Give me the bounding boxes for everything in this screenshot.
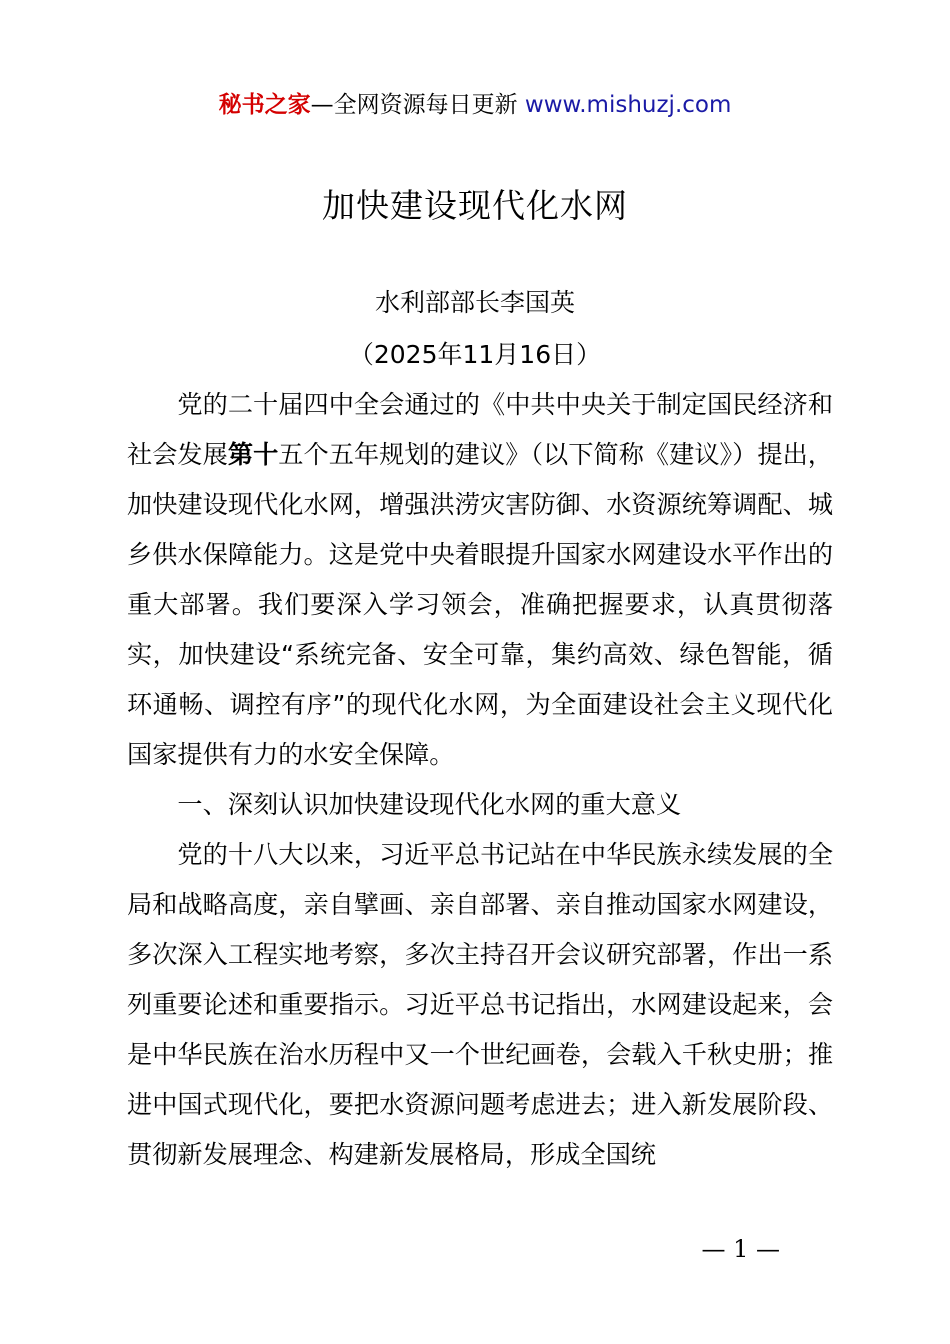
page-number: — 1 — [701, 1235, 780, 1263]
document-title: 加快建设现代化水网 [322, 186, 628, 225]
site-url-link[interactable]: www.mishuzj.com [524, 92, 732, 118]
site-brand: 秘书之家 [218, 92, 311, 118]
document-author: 水利部部长李国英 [374, 288, 575, 317]
section-heading-1: 一、深刻认识加快建设现代化水网的重大意义 [177, 790, 682, 819]
paragraph-section-1: 党的十八大以来，习近平总书记站在中华民族永续发展的全局和战略高度，亲自擘画、亲自部署、亲自推动国家水网建设，多次深入工程实地考察，多次主持召开会议研究部署，作出一系列重要论述和重要指示。习近平总书记指出，水网建设起来，会是中华民族在治水历程中又一个世纪画卷，会载入千秋史册；推进中国式现代化，要把水资源问题考虑进去；进入新发展阶段、贯彻新发展理念、构建新发展格局，形成全国统 [127, 840, 833, 1169]
site-tagline: —全网资源每日更新 [310, 92, 525, 118]
document-date: （2025年11月16日） [348, 340, 602, 369]
paragraph-intro-text-b: 五个五年规划的建议》（以下简称《建议》）提出，加快建设现代化水网，增强洪涝灾害防御、水资源统筹调配、城乡供水保障能力。这是党中央着眼提升国家水网建设水平作出的重大部署。我们要深入学习领会，准确把握要求，认真贯彻落实，加快建设“系统完备、安全可靠，集约高效、绿色智能，循环通畅、调控有序”的现代化水网，为全面建设社会主义现代化国家提供有力的水安全保障。 [127, 440, 833, 769]
paragraph-intro [127, 380, 833, 780]
paragraph-intro-bold: 第十 [227, 440, 279, 469]
site-banner [0, 88, 950, 122]
paragraph-intro-text-a: 党的二十届四中全会通过的《中共中央关于制定国民经济和社会发展 [127, 390, 833, 469]
document-body [127, 380, 833, 1180]
